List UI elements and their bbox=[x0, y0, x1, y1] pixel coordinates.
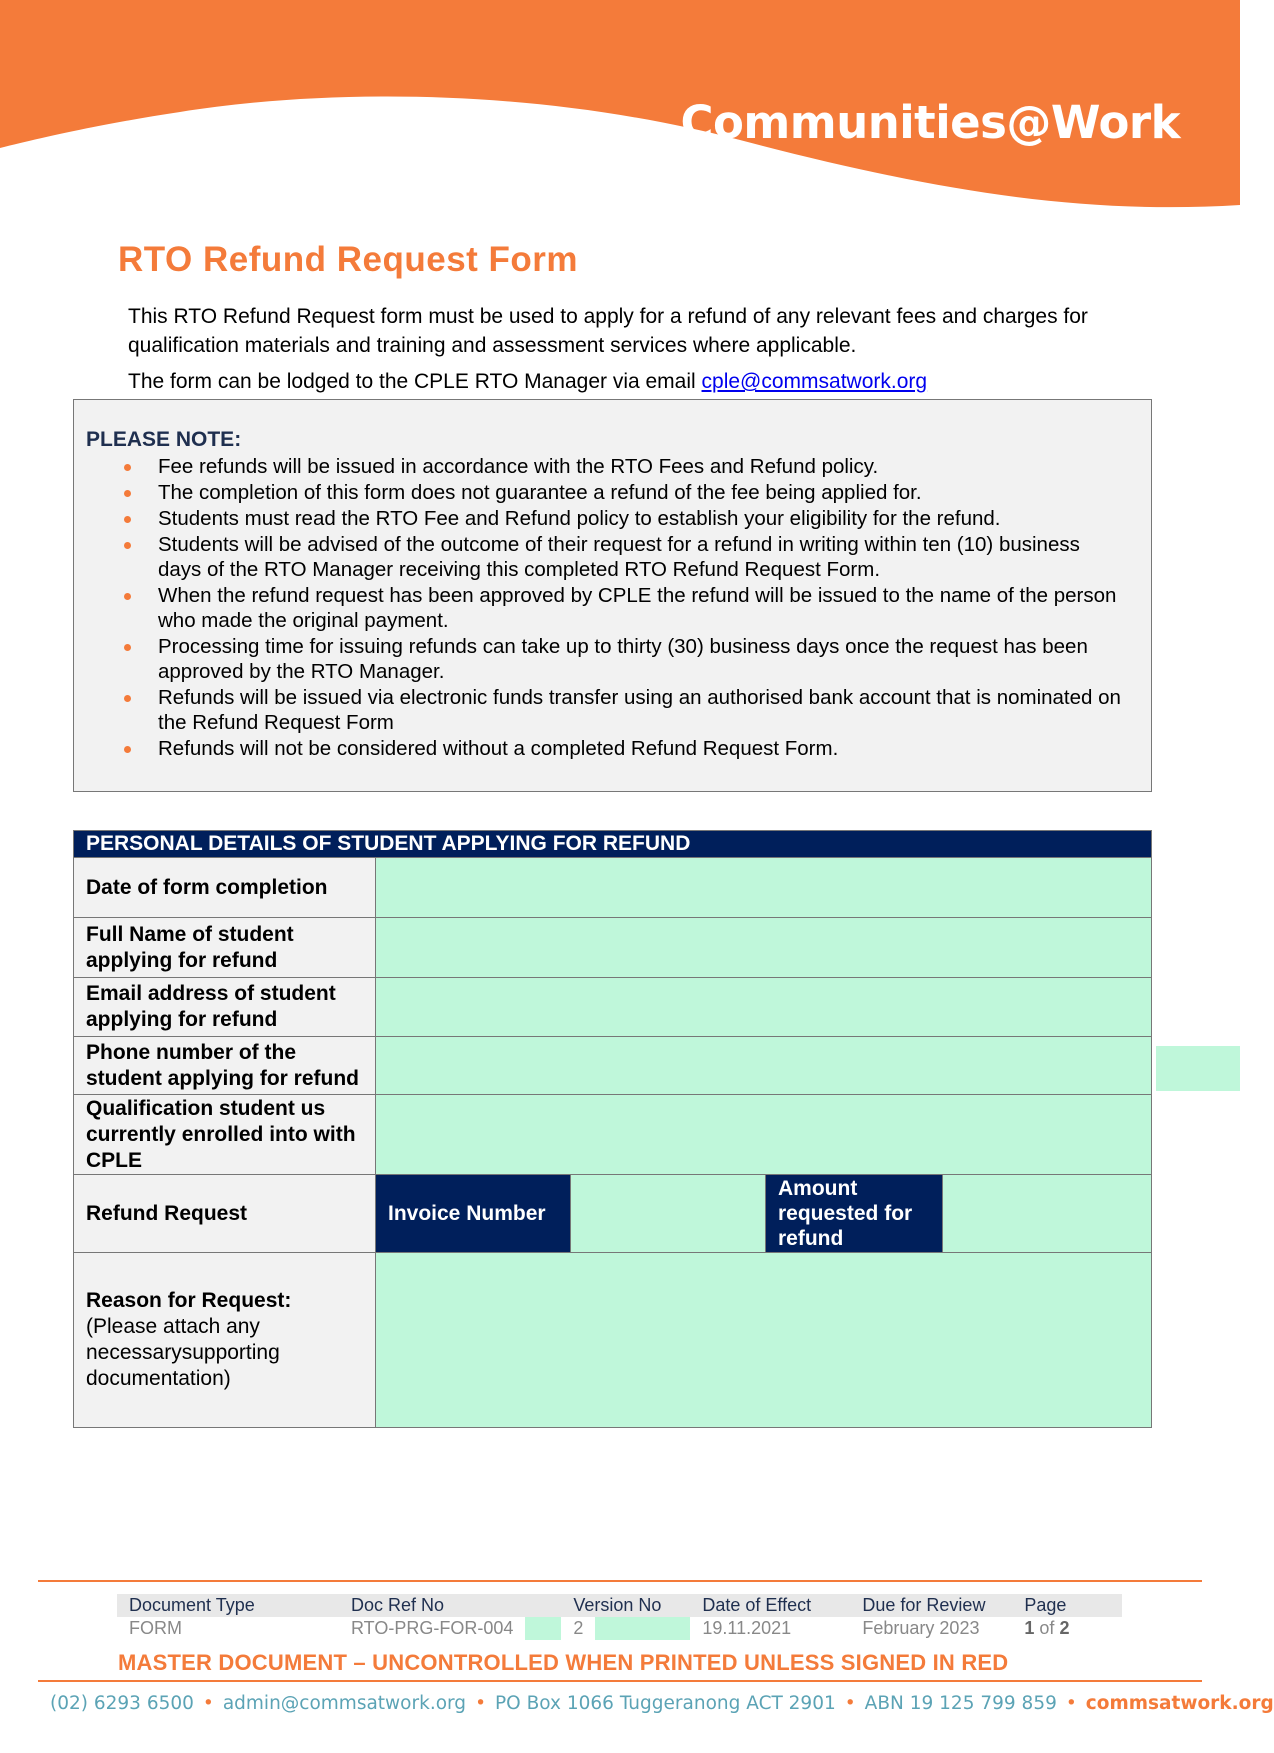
email-link[interactable]: cple@commsatwork.org bbox=[701, 370, 928, 393]
reason-label: Reason for Request: bbox=[86, 1289, 292, 1312]
due-for-review-header: Due for Review bbox=[850, 1594, 1012, 1617]
page-header: Page bbox=[1012, 1594, 1122, 1617]
contact-website[interactable]: commsatwork.org bbox=[1085, 1693, 1274, 1714]
page-title: RTO Refund Request Form bbox=[118, 240, 579, 279]
refund-request-label: Refund Request bbox=[74, 1175, 376, 1253]
amount-label: Amount requested for refund bbox=[766, 1175, 943, 1253]
lodge-text bbox=[128, 370, 927, 394]
date-of-effect-header: Date of Effect bbox=[690, 1594, 850, 1617]
full-name-label: Full Name of student applying for refund bbox=[74, 918, 376, 978]
contact-bar bbox=[50, 1693, 1274, 1714]
full-name-field[interactable] bbox=[376, 918, 1152, 978]
personal-details-table bbox=[73, 830, 1152, 1428]
amount-field[interactable] bbox=[943, 1175, 1152, 1253]
note-item: Students must read the RTO Fee and Refund policy to establish your eligibility for the refund. bbox=[86, 506, 1126, 531]
contact-abn: ABN 19 125 799 859 bbox=[864, 1693, 1057, 1714]
qualification-label: Qualification student us currently enrolled into with CPLE bbox=[74, 1095, 376, 1175]
separator-dot: • bbox=[202, 1693, 214, 1714]
invoice-number-field[interactable] bbox=[571, 1175, 766, 1253]
reason-note: (Please attach any necessarysupporting documentation) bbox=[86, 1315, 280, 1390]
note-item: Refunds will not be considered without a completed Refund Request Form. bbox=[86, 736, 1126, 761]
lodge-label: The form can be lodged to the CPLE RTO Manager via email bbox=[128, 370, 702, 393]
page-value bbox=[1012, 1617, 1122, 1640]
due-for-review-value: February 2023 bbox=[862, 1618, 980, 1638]
contact-divider bbox=[38, 1680, 1202, 1682]
email-field[interactable] bbox=[376, 978, 1152, 1037]
please-note-list bbox=[86, 454, 1126, 762]
note-item: Fee refunds will be issued in accordance with the RTO Fees and Refund policy. bbox=[86, 454, 1126, 479]
doc-ref-mint bbox=[525, 1617, 561, 1640]
version-value: 2 bbox=[573, 1618, 584, 1638]
email-label: Email address of student applying for refund bbox=[74, 978, 376, 1037]
contact-phone: (02) 6293 6500 bbox=[50, 1693, 194, 1714]
footer-divider bbox=[38, 1580, 1202, 1582]
version-mint bbox=[595, 1617, 690, 1640]
intro-text: This RTO Refund Request form must be used to apply for a refund of any relevant fees and charges for qualification materials and training and assessment services where applicable. bbox=[128, 305, 1088, 357]
doc-ref-header: Doc Ref No bbox=[339, 1594, 561, 1617]
separator-dot: • bbox=[844, 1693, 856, 1714]
invoice-number-label: Invoice Number bbox=[376, 1175, 571, 1253]
doc-ref-value: RTO-PRG-FOR-004 bbox=[351, 1618, 514, 1638]
separator-dot: • bbox=[475, 1693, 486, 1714]
please-note-title: PLEASE NOTE: bbox=[86, 428, 242, 451]
side-tab bbox=[1156, 1046, 1240, 1091]
version-header: Version No bbox=[561, 1594, 690, 1617]
contact-address: PO Box 1066 Tuggeranong ACT 2901 bbox=[494, 1693, 836, 1714]
company-logo: Communities@Work bbox=[680, 96, 1180, 149]
qualification-field[interactable] bbox=[376, 1095, 1152, 1175]
separator-dot: • bbox=[1065, 1693, 1077, 1714]
reason-field[interactable] bbox=[376, 1253, 1152, 1428]
page-of: of bbox=[1039, 1618, 1055, 1638]
phone-field[interactable] bbox=[376, 1037, 1152, 1095]
note-item: The completion of this form does not guarantee a refund of the fee being applied for. bbox=[86, 480, 1126, 505]
page-current: 1 bbox=[1024, 1618, 1035, 1638]
doc-type-header: Document Type bbox=[117, 1594, 339, 1617]
contact-email[interactable]: admin@commsatwork.org bbox=[222, 1693, 467, 1714]
phone-label: Phone number of the student applying for refund bbox=[74, 1037, 376, 1095]
master-document-notice: MASTER DOCUMENT – UNCONTROLLED WHEN PRINTED UNLESS SIGNED IN RED bbox=[118, 1650, 1009, 1675]
note-item: Refunds will be issued via electronic funds transfer using an authorised bank account that is nominated on the Refund Request Form bbox=[86, 685, 1126, 735]
personal-details-header: PERSONAL DETAILS OF STUDENT APPLYING FOR REFUND bbox=[74, 831, 1152, 858]
date-label: Date of form completion bbox=[74, 858, 376, 918]
page-total: 2 bbox=[1059, 1618, 1070, 1638]
reason-label-cell bbox=[74, 1253, 376, 1428]
note-item: Processing time for issuing refunds can take up to thirty (30) business days once the request has been approved by the RTO Manager. bbox=[86, 634, 1126, 684]
document-control-table bbox=[117, 1594, 1122, 1640]
note-item: Students will be advised of the outcome of their request for a refund in writing within ten (10) business days of the RTO Manager receiving this completed RTO Refund Request Form. bbox=[86, 532, 1126, 582]
doc-type-value: FORM bbox=[129, 1618, 182, 1638]
date-field[interactable] bbox=[376, 858, 1152, 918]
please-note-box bbox=[73, 399, 1152, 792]
note-item: When the refund request has been approved by CPLE the refund will be issued to the name of the person who made the original payment. bbox=[86, 583, 1126, 633]
date-of-effect-value: 19.11.2021 bbox=[702, 1618, 792, 1638]
